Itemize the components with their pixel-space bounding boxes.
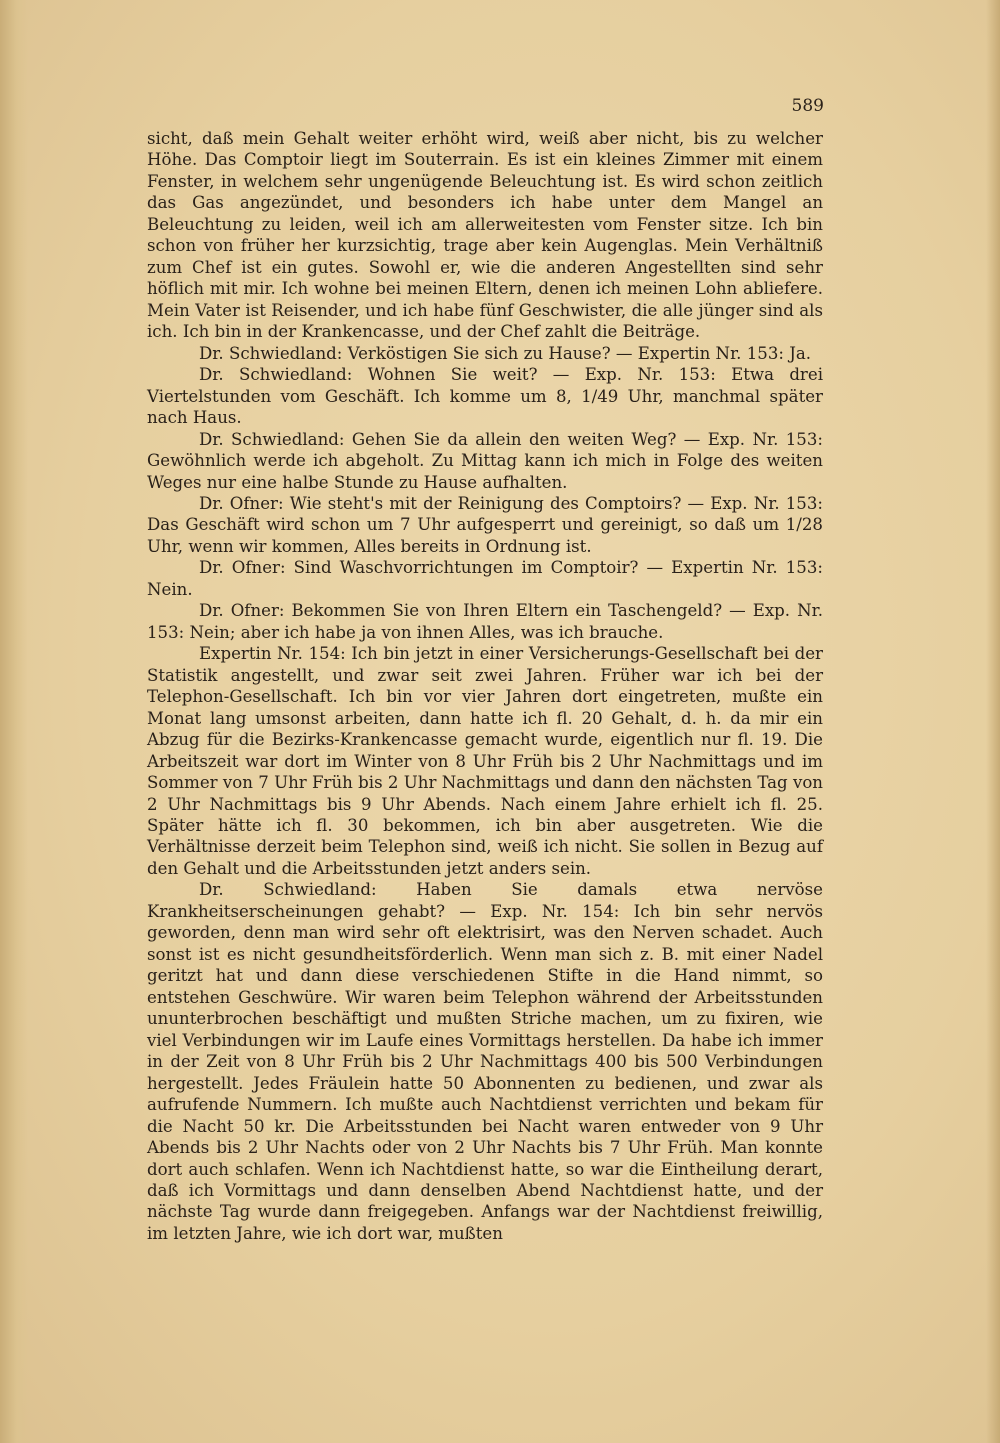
page-number: 589	[791, 96, 824, 116]
body-text	[147, 128, 823, 1244]
paragraph: Dr. Schwiedland: Gehen Sie da allein den weiten Weg? — Exp. Nr. 153: Gewöhnlich werde ich abgeholt. Zu Mittag kann ich mich in Folge des weiten Weges nur eine halbe Stunde zu Hause aufhalten.	[147, 429, 823, 492]
paragraph: Dr. Ofner: Bekommen Sie von Ihren Eltern ein Taschengeld? — Exp. Nr. 153: Nein; aber ich habe ja von ihnen Alles, was ich brauche.	[147, 601, 823, 642]
page-edge-shadow	[986, 0, 1000, 1443]
paragraph: Dr. Schwiedland: Wohnen Sie weit? — Exp. Nr. 153: Etwa drei Viertelstunden vom Geschäft. Ich komme um 8, 1/49 Uhr, manchmal später nach Haus.	[147, 365, 823, 428]
paragraph: Dr. Ofner: Wie steht's mit der Reinigung des Comptoirs? — Exp. Nr. 153: Das Geschäft wird schon um 7 Uhr aufgesperrt und gereinigt, so daß um 1/28 Uhr, wenn wir kommen, Alles bereits in Ordnung ist.	[147, 493, 823, 556]
paragraph: Dr. Schwiedland: Haben Sie damals etwa nervöse Krankheitserscheinungen gehabt? — Exp. Nr. 154: Ich bin sehr nervös geworden, denn man wird sehr oft elektrisirt, was den Nerven schadet. Auch sonst ist es nicht gesundheitsförderlich. Wenn man sich z. B. mit einer Nadel geritzt hat und dann diese verschiedenen Stifte in die Hand nimmt, so entstehen Geschwüre. Wir waren beim Telephon während der Arbeitsstunden ununterbrochen beschäftigt und mußten Striche machen, um zu fixiren, wie viel Verbindungen wir im Laufe eines Vormittags herstellen. Da habe ich immer in der Zeit von 8 Uhr Früh bis 2 Uhr Nachmittags 400 bis 500 Verbindungen hergestellt. Jedes Fräulein hatte 50 Abonnenten zu bedienen, und zwar als aufrufende Nummern. Ich mußte auch Nachtdienst verrichten und bekam für die Nacht 50 kr. Die Arbeitsstunden bei Nacht waren entweder von 9 Uhr Abends bis 2 Uhr Nachts oder von 2 Uhr Nachts bis 7 Uhr Früh. Man konnte dort auch schlafen. Wenn ich Nachtdienst hatte, so war die Eintheilung derart, daß ich Vormittags und dann denselben Abend Nachtdienst hatte, und der nächste Tag wurde dann freigegeben. Anfangs war der Nachtdienst freiwillig, im letzten Jahre, wie ich dort war, mußten	[147, 880, 823, 1243]
paragraph: sicht, daß mein Gehalt weiter erhöht wird, weiß aber nicht, bis zu welcher Höhe. Das Comptoir liegt im Souterrain. Es ist ein kleines Zimmer mit einem Fenster, in welchem sehr ungenügende Beleuchtung ist. Es wird schon zeitlich das Gas angezündet, und besonders ich habe unter dem Mangel an Beleuchtung zu leiden, weil ich am allerweitesten vom Fenster sitze. Ich bin schon von früher her kurzsichtig, trage aber kein Augenglas. Mein Verhältniß zum Chef ist ein gutes. Sowohl er, wie die anderen Angestellten sind sehr höflich mit mir. Ich wohne bei meinen Eltern, denen ich meinen Lohn abliefere. Mein Vater ist Reisender, und ich habe fünf Geschwister, die alle jünger sind als ich. Ich bin in der Krankencasse, und der Chef zahlt die Beiträge.	[147, 129, 823, 342]
page-binding-shadow	[0, 0, 28, 1443]
paragraph: Dr. Ofner: Sind Waschvorrichtungen im Comptoir? — Expertin Nr. 153: Nein.	[147, 558, 823, 599]
paragraph: Dr. Schwiedland: Verköstigen Sie sich zu Hause? — Expertin Nr. 153: Ja.	[199, 343, 812, 363]
paragraph: Expertin Nr. 154: Ich bin jetzt in einer Versicherungs-Gesellschaft bei der Statistik angestellt, und zwar seit zwei Jahren. Früher war ich bei der Telephon-Gesellschaft. Ich bin vor vier Jahren dort eingetreten, mußte ein Monat lang umsonst arbeiten, dann hatte ich fl. 20 Gehalt, d. h. da mir ein Abzug für die Bezirks-Krankencasse gemacht wurde, eigentlich nur fl. 19. Die Arbeitszeit war dort im Winter von 8 Uhr Früh bis 2 Uhr Nachmittags und im Sommer von 7 Uhr Früh bis 2 Uhr Nachmittags und dann den nächsten Tag von 2 Uhr Nachmittags bis 9 Uhr Abends. Nach einem Jahre erhielt ich fl. 25. Später hätte ich fl. 30 bekommen, ich bin aber ausgetreten. Wie die Verhältnisse derzeit beim Telephon sind, weiß ich nicht. Sie sollen in Bezug auf den Gehalt und die Arbeitsstunden jetzt anders sein.	[147, 644, 823, 878]
